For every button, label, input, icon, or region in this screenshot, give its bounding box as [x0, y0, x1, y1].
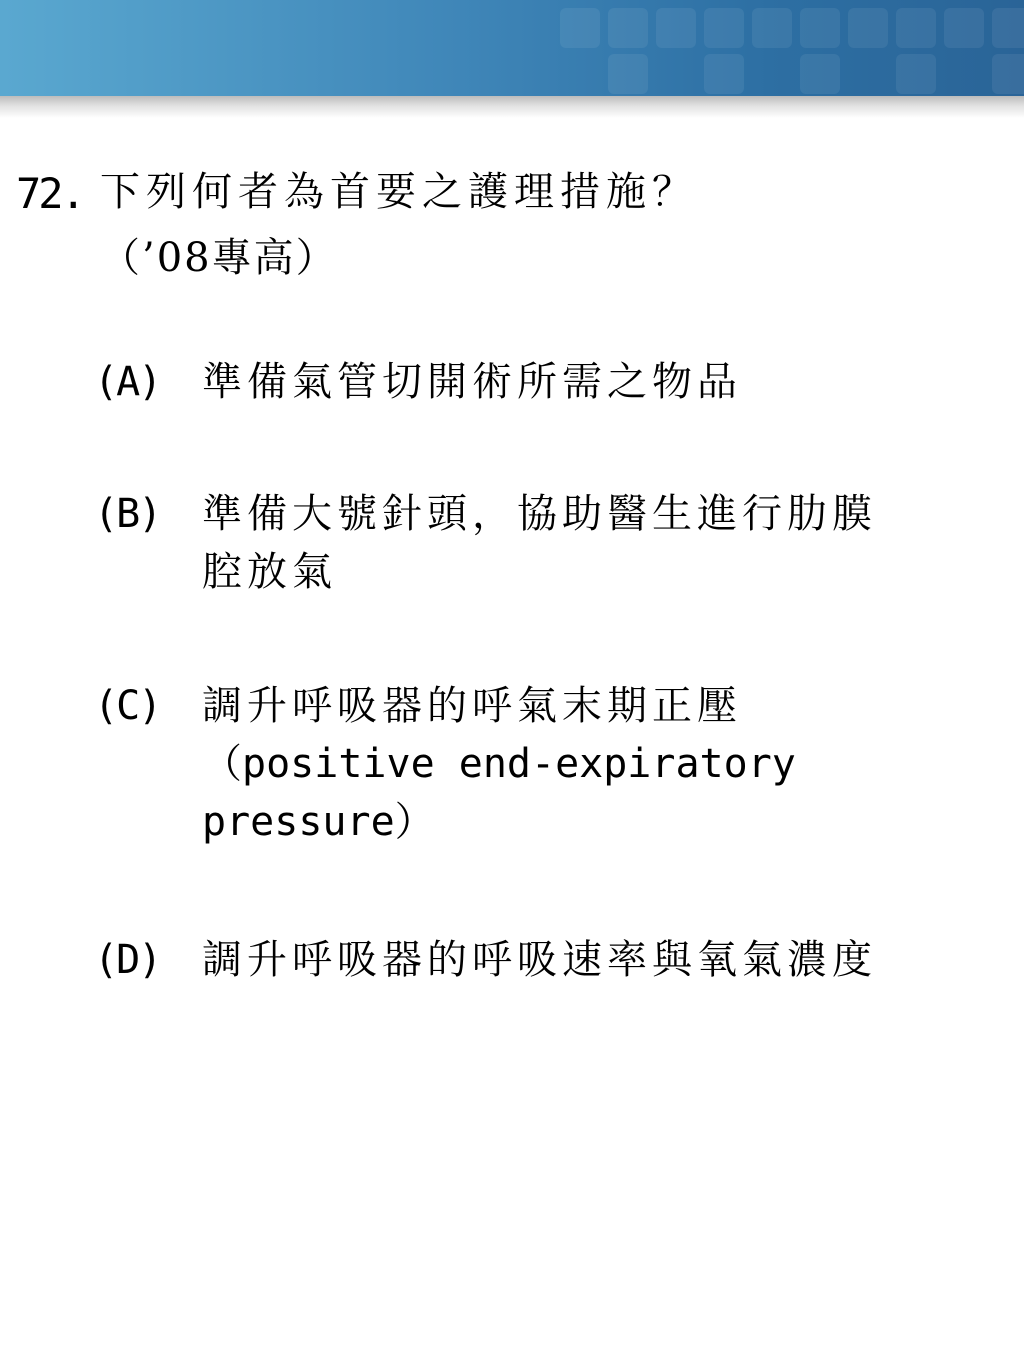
option-a-label: (A) — [94, 359, 161, 405]
option-d-text — [202, 931, 1002, 989]
option-b-text — [202, 485, 1002, 601]
question-number: 72. — [16, 169, 83, 218]
option-a-text — [202, 353, 1002, 411]
option-d-line: 調升呼吸器的呼吸速率與氧氣濃度 — [202, 937, 877, 983]
option-b-line-2: 腔放氣 — [202, 549, 337, 595]
option-c-line-1: 調升呼吸器的呼氣末期正壓 — [202, 683, 742, 729]
option-c-label: (C) — [94, 683, 161, 729]
question-source: （’08專高） — [100, 235, 338, 281]
option-c-text — [202, 677, 1002, 851]
option-d-label: (D) — [94, 937, 161, 983]
option-b-line-1: 準備大號針頭，協助醫生進行肋膜 — [202, 491, 877, 537]
option-c-line-3: pressure） — [202, 799, 435, 845]
option-c-line-2: （positive end-expiratory — [202, 741, 796, 787]
option-b-label: (B) — [94, 491, 161, 537]
option-a-line: 準備氣管切開術所需之物品 — [202, 359, 742, 405]
question-text: 下列何者為首要之護理措施？ — [100, 169, 698, 215]
